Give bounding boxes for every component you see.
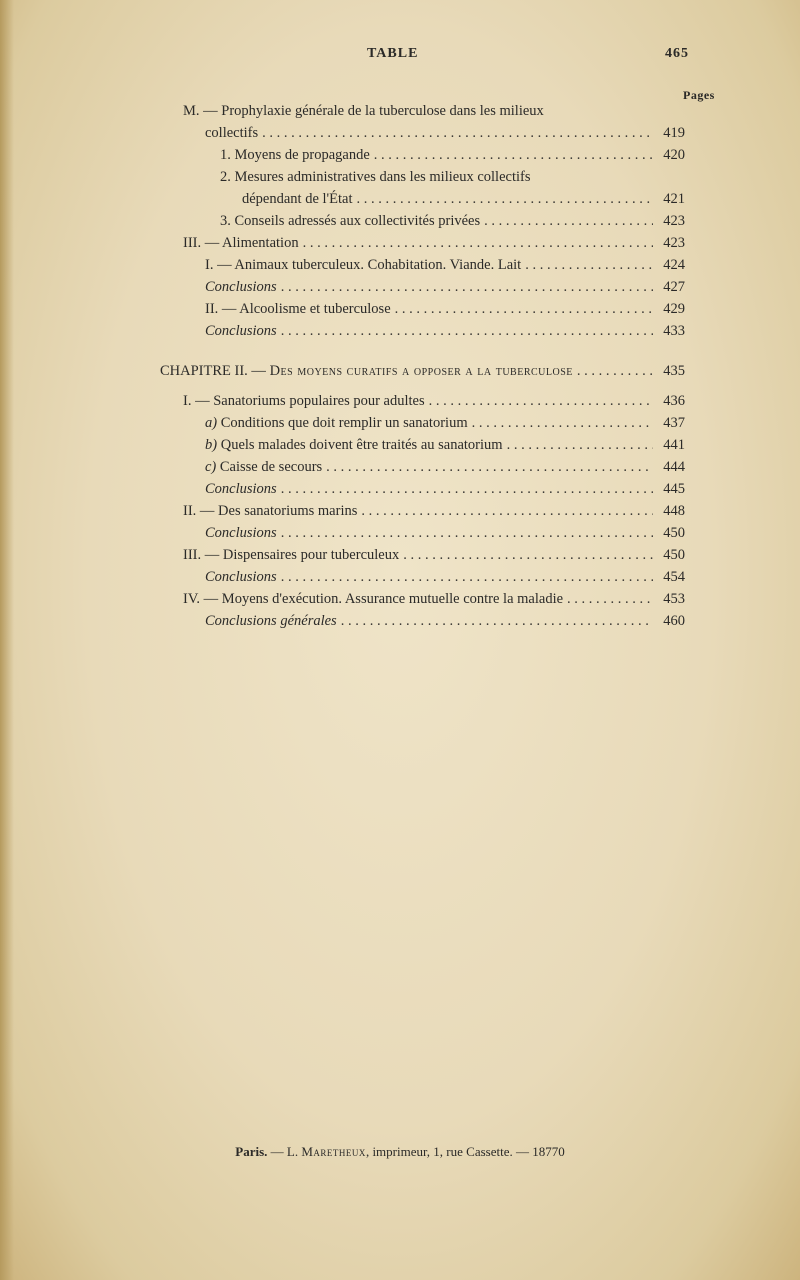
- toc-entry-page: 445: [663, 481, 685, 497]
- toc-entry: [183, 390, 685, 412]
- toc-entry-page: 460: [663, 613, 685, 629]
- leader-dots: [262, 122, 653, 144]
- toc-chapter-label: CHAPITRE II. — Des moyens curatifs a opposer a la tuberculose: [160, 363, 573, 379]
- page-edge-shadow: [0, 0, 14, 1280]
- toc-entry: [205, 610, 685, 632]
- toc-entry-label: Conclusions: [205, 525, 277, 541]
- toc-entry-page: 423: [663, 213, 685, 229]
- toc-entry-page: 437: [663, 415, 685, 431]
- toc-entry-label: Conclusions: [205, 569, 277, 585]
- toc-entry-label: 3. Conseils adressés aux collectivités privées: [220, 213, 481, 229]
- toc-entry-label: 2. Mesures administratives dans les milieux collectifs: [220, 169, 531, 185]
- toc-entry: [205, 434, 685, 456]
- toc-entry-label: 1. Moyens de propagande: [220, 147, 370, 163]
- toc-entry: [220, 144, 685, 166]
- toc-entry: [183, 544, 685, 566]
- toc-entry: [242, 188, 685, 210]
- toc-entry: [205, 276, 685, 298]
- toc-entry: [205, 298, 685, 320]
- toc-entry-page: 454: [663, 569, 685, 585]
- leader-dots: [357, 188, 653, 210]
- toc-entry: [205, 522, 685, 544]
- toc-entry-label: III. — Dispensaires pour tuberculeux: [183, 547, 400, 563]
- toc-entry-page: 441: [663, 437, 685, 453]
- leader-dots: [567, 588, 653, 610]
- toc-entry-label: Conclusions: [205, 481, 277, 497]
- toc-entry: [205, 320, 685, 342]
- toc-entry-page: 427: [663, 279, 685, 295]
- toc-entry-label: II. — Alcoolisme et tuberculose: [205, 301, 391, 317]
- imprint-footer: Paris. — L. Maretheux, imprimeur, 1, rue Cassette. — 18770: [235, 1144, 565, 1159]
- toc-entry-label: II. — Des sanatoriums marins: [183, 503, 358, 519]
- toc-entry: [205, 254, 685, 276]
- running-head: [0, 46, 800, 66]
- toc-chapter-entry: [160, 360, 685, 382]
- toc-entry: [205, 566, 685, 588]
- toc-entry-page: 444: [663, 459, 685, 475]
- toc-entry: [183, 500, 685, 522]
- toc-entry-label: a) Conditions que doit remplir un sanatorium: [205, 415, 468, 431]
- toc-entry-page: 448: [663, 503, 685, 519]
- toc-entry: [183, 588, 685, 610]
- toc-entry-label: Conclusions: [205, 279, 277, 295]
- toc-entry-page: 450: [663, 547, 685, 563]
- leader-dots: [395, 298, 653, 320]
- leader-dots: [281, 320, 653, 342]
- toc-entry-label: c) Caisse de secours: [205, 459, 323, 475]
- toc-entry-label-cont: collectifs: [205, 125, 259, 141]
- toc-entry-label: I. — Animaux tuberculeux. Cohabitation. Viande. Lait: [205, 257, 522, 273]
- toc-entry-label: M. — Prophylaxie générale de la tuberculose dans les milieux: [183, 103, 544, 119]
- leader-dots: [303, 232, 653, 254]
- leader-dots: [525, 254, 653, 276]
- toc-entry-page: 420: [663, 147, 685, 163]
- toc-entry-page: 453: [663, 591, 685, 607]
- toc-entry-label: III. — Alimentation: [183, 235, 299, 251]
- leader-dots: [281, 276, 653, 298]
- leader-dots: [326, 456, 653, 478]
- toc-entry-page: 424: [663, 257, 685, 273]
- toc-entry-page: 429: [663, 301, 685, 317]
- leader-dots: [281, 478, 653, 500]
- toc-entry-label: Conclusions: [205, 323, 277, 339]
- toc-entry-page: 433: [663, 323, 685, 339]
- leader-dots: [281, 566, 653, 588]
- leader-dots: [507, 434, 653, 456]
- toc-entry-page: 436: [663, 393, 685, 409]
- toc-entry: [205, 412, 685, 434]
- toc-entry-label: IV. — Moyens d'exécution. Assurance mutuelle contre la maladie: [183, 591, 564, 607]
- pages-column-label: Pages: [683, 88, 715, 102]
- toc-entry-page: 450: [663, 525, 685, 541]
- toc-entry: [205, 456, 685, 478]
- leader-dots: [484, 210, 653, 232]
- running-head-page-number: 465: [665, 46, 689, 61]
- toc-entry-label-cont: dépendant de l'État: [242, 191, 353, 207]
- leader-dots: [341, 610, 653, 632]
- toc-entry-page: 421: [663, 191, 685, 207]
- leader-dots: [429, 390, 653, 412]
- toc-entry-label: b) Quels malades doivent être traités au sanatorium: [205, 437, 503, 453]
- toc-entry-page: 419: [663, 125, 685, 141]
- toc-entry-label: I. — Sanatoriums populaires pour adultes: [183, 393, 425, 409]
- toc-entry: [205, 122, 685, 144]
- running-head-title: TABLE: [367, 46, 419, 61]
- leader-dots: [577, 360, 653, 382]
- toc-entry: [220, 210, 685, 232]
- toc-entry-label: Conclusions générales: [205, 613, 337, 629]
- leader-dots: [281, 522, 653, 544]
- leader-dots: [403, 544, 653, 566]
- leader-dots: [361, 500, 653, 522]
- toc-entry-page: 435: [663, 363, 685, 379]
- leader-dots: [472, 412, 653, 434]
- toc-entry-page: 423: [663, 235, 685, 251]
- leader-dots: [374, 144, 653, 166]
- toc-entry: [183, 232, 685, 254]
- toc-entry: [205, 478, 685, 500]
